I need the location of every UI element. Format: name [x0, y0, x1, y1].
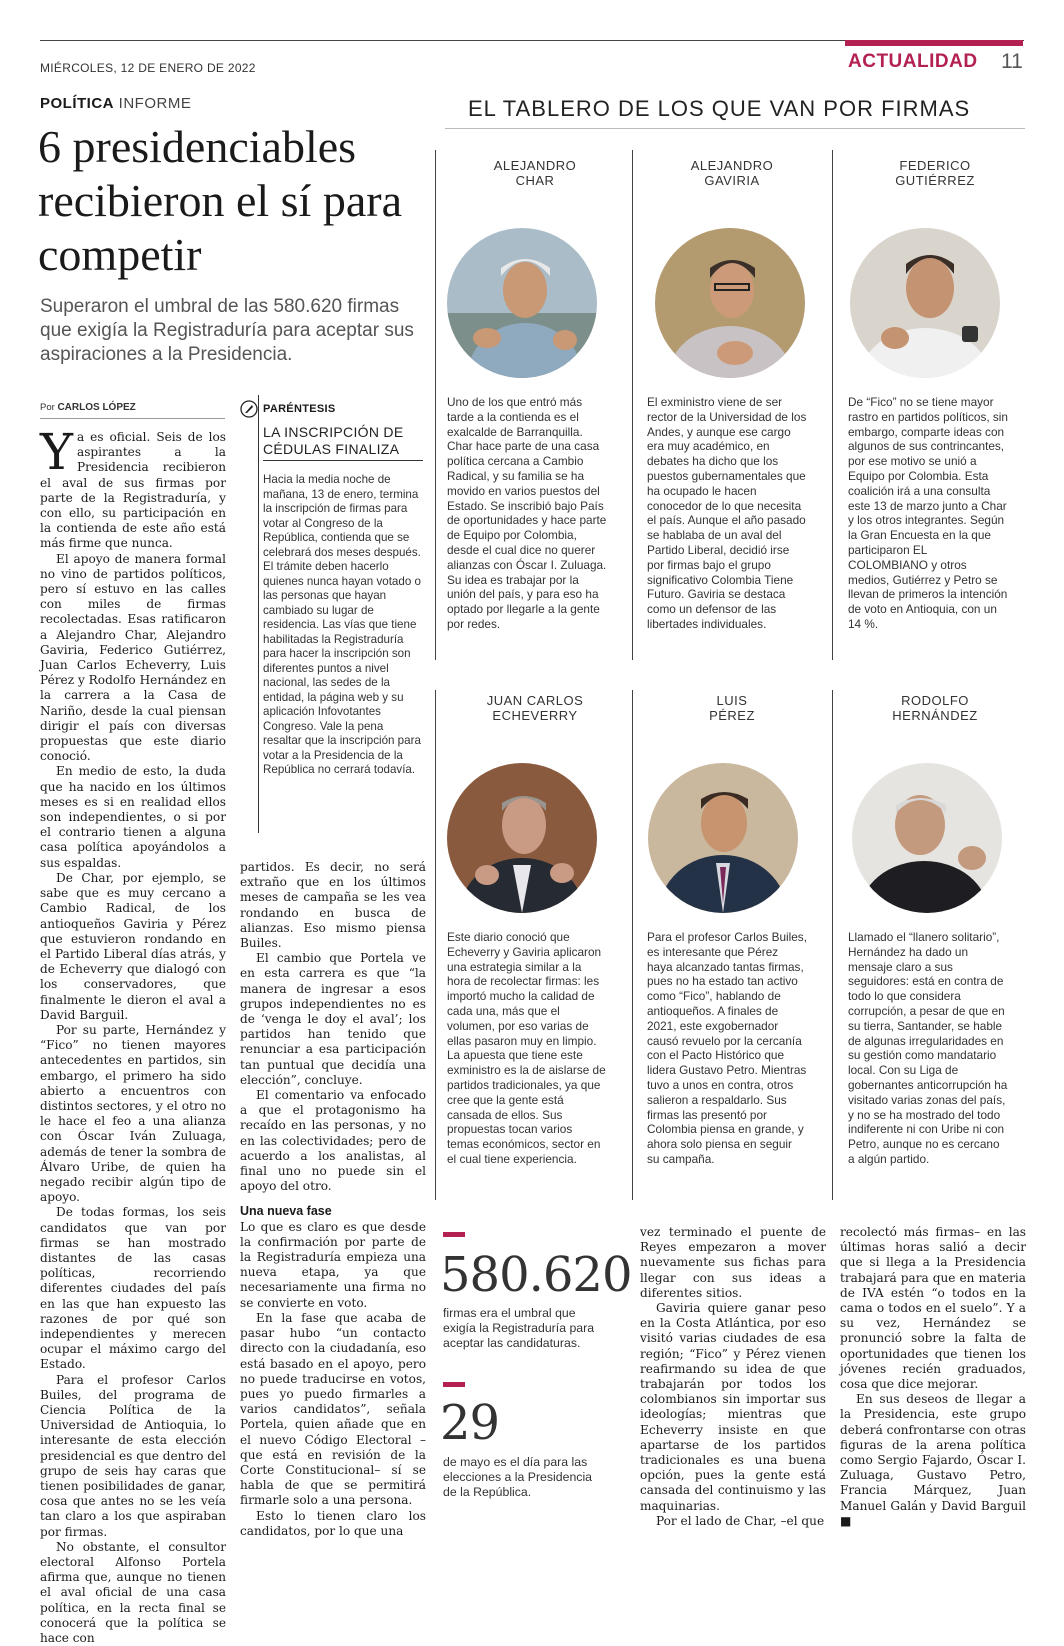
body-paragraph: Gaviria quiere ganar peso en la Costa Atlántica, por eso visitó varias ciudades de esa región; “Fico” y Pérez vienen reafirmando su idea de que trabajarán por todos los colombianos sin importar sus ideologías; mientras que Echeverry insiste en que apartarse de los partidos tradicionales es una buena opción, pues la gente está cansada del continuismo y las maquinarias. [640, 1301, 826, 1513]
body-paragraph: Lo que es claro es que desde la confirmación por parte de la Registraduría empieza una nueva etapa, ya que necesariamente una firma no se convierte en voto. [240, 1219, 426, 1310]
parentesis-title: LA INSCRIPCIÓN DE CÉDULAS FINALIZA [263, 424, 404, 457]
body-paragraph: El comentario va enfocado a que el protagonismo ha recaído en las personas, y no en las colectividades; pero de acuerdo a los analistas, al final uno no puede sin el apoyo del otro. [240, 1088, 426, 1194]
drop-cap: Y [40, 423, 74, 481]
candidate-name-gutierrez: FEDERICO GUTIÉRREZ [895, 158, 975, 188]
stat-number-firmas: 580.620 [440, 1247, 632, 1303]
candidate-photo-hernandez [852, 763, 1002, 913]
byline-prefix: Por [40, 402, 55, 413]
candidate-photo-echeverry [447, 763, 597, 913]
candidate-name-perez: LUIS PÉREZ [709, 693, 755, 723]
section-accent-bar [845, 40, 1023, 46]
candidate-photo-char [447, 228, 597, 378]
page-number: 11 [1001, 50, 1023, 73]
candidate-name-char: ALEJANDRO CHAR [493, 158, 577, 188]
article-column-5 [840, 1225, 1026, 1529]
board-title: EL TABLERO DE LOS QUE VAN POR FIRMAS [468, 96, 971, 121]
column-separator [435, 690, 436, 1200]
candidate-text-hernandez: Llamado el “llanero solitario”, Hernández ha dado un mensaje claro a sus seguidores: está en contra de todo lo que considera corrupción, a pesar de que en su tierra, Santander, se hable de algunas irregularidades en su gestión como mandatario local. Con su Liga de gobernantes anticorrupción ha visitado varias zonas del país, y no se ha mostrado del todo indiferente ni con Uribe ni con Petro, aunque no es cercano a algún partido. [848, 930, 1008, 1166]
body-paragraph: recolectó más firmas– en las últimas horas salió a decir que si llega a la Presidencia trabajará para que en materia de IVA estén “o todos en la cama o todos en el suelo”. Y a su vez, Hernández se pronunció sobre la falta de oportunidades que tienen los jóvenes recién graduados, cosa que dice mejorar. [840, 1225, 1026, 1392]
column-separator [632, 150, 633, 660]
parentesis-body: Hacia la media noche de mañana, 13 de enero, termina la inscripción de firmas para votar al Congreso de la República, contienda que se celebrará dos meses después. El trámite deben hacerlo quienes nunca hayan votado o las personas que hayan cambiado su lugar de residencia. Las vías que tiene habilitadas la Registraduría para hacer la inscripción son diferentes puntos a nivel nacional, las sedes de la entidad, la página web y su aplicación Infovotantes Congreso. Vale la pena resaltar que la inscripción para votar a la Presidencia de la República no cerrará todavía. [263, 473, 421, 776]
candidate-text-echeverry: Este diario conoció que Echeverry y Gaviria aplicaron una estrategia similar a la hora de recolectar firmas: les importó mucho la calidad de cada una, más que el volumen, por eso varias de ellas pasaron muy en limpio. La apuesta que tiene este exministro es la de aislarse de partidos tradicionales, ya que cree que la gente está cansada de ellos. Sus propuestas tocan varios temas económicos, sector en el cual tiene experiencia. [447, 930, 606, 1166]
column-separator [832, 690, 833, 1200]
candidate-text-gutierrez: De “Fico” no se tiene mayor rastro en partidos políticos, sin embargo, comparte ideas con algunos de sus contrincantes, por ese motivo se unió a Equipo por Colombia. Esta coalición irá a una consulta este 13 de marzo junto a Char y los otros integrantes. Según la Gran Encuesta en la que participaron EL COLOMBIANO y otros medios, Gutiérrez y Petro se llevan de primeros la intención de voto en Antioquia, con un 14 %. [848, 395, 1008, 631]
candidate-photo-gaviria [655, 228, 805, 378]
issue-date: MIÉRCOLES, 12 DE ENERO DE 2022 [40, 61, 256, 75]
stat-accent-bar [443, 1382, 465, 1387]
candidate-text-gaviria: El exministro viene de ser rector de la Universidad de los Andes, y aunque ese cargo era muy académico, en debates ha dicho que los puestos gubernamentales que ha ocupado le hacen conocedor de lo que necesita el país. Aunque el año pasado se hablaba de un aval del Partido Liberal, decidió irse por firmas bajo el grupo significativo Colombia Tiene Futuro. Gaviria se destaca como un defensor de las libertades individuales. [647, 395, 807, 631]
body-paragraph: En la fase que acaba de pasar hubo “un contacto directo con la ciudadanía, eso está basado en el apoyo, pero no puede traducirse en votos, pues yo puedo firmarles a varios candidatos”, señala Portela, quien añade que en el nuevo Código Electoral –que está en revisión de la Corte Constitucional– sí se habla de que se permitirá firmarle solo a una persona. [240, 1310, 426, 1508]
body-paragraph: Por el lado de Char, –el que [656, 1513, 825, 1528]
stat-accent-bar [443, 1232, 465, 1237]
body-paragraph: vez terminado el puente de Reyes empezaron a mover nuevamente sus fichas para llegar con sus ideas a diferentes sitios. [640, 1225, 826, 1300]
body-paragraph: De todas formas, los seis candidatos que van por firmas se han mostrado distantes de las casas políticas, recorriendo diferentes ciudades del país en las que han expuesto las razones de por qué son independientes y merecen ocupar el máximo cargo del Estado. [40, 1205, 226, 1372]
body-paragraph: El cambio que Portela ve en esta carrera es que “la manera de ingresar a esos grupos independientes no es de ‘venga le doy el aval’; los partidos han tenido que renunciar a esa participación tan puntual que decidía una elección”, concluye. [240, 951, 426, 1087]
subhead: Una nueva fase [240, 1204, 332, 1219]
board-rule [445, 128, 1025, 129]
headline: 6 presidenciables recibieron el sí para competir [38, 121, 402, 280]
candidate-text-char: Uno de los que entró más tarde a la contienda es el exalcalde de Barranquilla. Char hace parte de una casa política cercana a Cambio Radical, y su familia se ha movido en varios puestos del Estado. Se inscribió bajo País de oportunidades y hace parte de Equipo por Colombia, desde el cual dice no querer alianzas con Óscar I. Zuluaga. Su idea es trabajar por la unión del país, y para eso ha optado por llegarle a la gente por redes. [447, 395, 607, 631]
column-separator [632, 690, 633, 1200]
deck: Superaron el umbral de las 580.620 firmas que exigía la Registraduría para aceptar sus aspiraciones a la Presidencia. [40, 296, 414, 365]
candidate-photo-perez [648, 763, 798, 913]
column-separator [832, 150, 833, 660]
quill-icon [240, 400, 258, 418]
column-separator [435, 150, 436, 660]
kicker [40, 95, 191, 112]
body-paragraph: En sus deseos de llegar a la Presidencia, este grupo deberá confrontarse con otras figuras de la arena política como Sergio Fajardo, Óscar I. Zuluaga, Gustavo Petro, Francia Márquez, Juan Manuel Galán y David Barguil ■ [840, 1392, 1026, 1528]
candidate-photo-gutierrez [850, 228, 1000, 378]
kicker-type: INFORME [118, 95, 192, 112]
stat-text-mayo: de mayo es el día para las elecciones a la Presidencia de la República. [443, 1455, 593, 1499]
candidate-name-echeverry: JUAN CARLOS ECHEVERRY [486, 693, 584, 723]
body-paragraph: No obstante, el consultor electoral Alfonso Portela afirma que, aunque no tienen el aval oficial de una casa política, en la recta final se conocerá que la política se hace con [40, 1539, 226, 1646]
article-column-1 [40, 423, 226, 1646]
candidate-name-gaviria: ALEJANDRO GAVIRIA [690, 158, 774, 188]
byline-rule [40, 418, 225, 419]
candidate-text-perez: Para el profesor Carlos Builes, es interesante que Pérez haya alcanzado tantas firmas, pues no ha estado tan activo como “Fico”, hablando de antioqueños. A finales de 2021, este exgobernador causó revuelo por la cercanía con el Pacto Histórico que lidera Gustavo Petro. Mientras tuvo a unos en contra, otros salieron a respaldarlo. Sus firmas las presentó por Colombia piensa en grande, y ahora solo piensa en seguir su campaña. [647, 930, 807, 1166]
section-name: ACTUALIDAD [848, 51, 978, 72]
body-paragraph: En medio de esto, la duda que ha nacido en los últimos meses es si en realidad ellos son independientes, o si por el contrario tienen a alguna casa política apoyándolos a sus espaldas. [40, 764, 226, 870]
kicker-section: POLÍTICA [40, 95, 114, 112]
body-paragraph: Para el profesor Carlos Builes, del programa de Ciencia Política de la Universidad de Antioquia, lo interesante de esta elección presidencial es que dentro del grupo de seis hay caras que tienen posibilidades de ganar, cosa que antes no se les veía tan claro a los que aspiraban por firmas. [40, 1372, 226, 1539]
body-paragraph: De Char, por ejemplo, se sabe que es muy cercano a Cambio Radical, de los antioqueños Gaviria y Pérez que estuvieron rondando en el Partido Liberal días atrás, y de Echeverry que dialogó con los conservadores, que finalmente le dieron el aval a David Barguil. [40, 870, 226, 1022]
article-column-4 [640, 1225, 826, 1529]
parentesis-border [258, 395, 259, 833]
parentesis-rule [263, 460, 423, 461]
body-paragraph: Por su parte, Hernández y “Fico” no tienen mayores antecedentes en partidos, sin embargo, el primero ha sido abierto a encuentros con distintos sectores, y el otro no le hace el feo a una alianza con Óscar Iván Zuluaga, además de tener la sombra de Álvaro Uribe, de quien ha negado recibir algún tipo de apoyo. [40, 1022, 226, 1205]
stat-number-mayo: 29 [440, 1395, 500, 1451]
body-paragraph: El apoyo de manera formal no vino de partidos políticos, pero sí estuvo en las calles con miles de firmas recolectadas. Esas ratificaron a Alejandro Char, Alejandro Gaviria, Federico Gutiérrez, Juan Carlos Echeverry, Luis Pérez y Rodolfo Hernández en la carrera a la Casa de Nariño, desde la cual piensan dirigir el país con diversas propuestas que este diario conoció. [40, 551, 226, 764]
candidate-name-hernandez: RODOLFO HERNÁNDEZ [892, 693, 978, 723]
byline-author: CARLOS LÓPEZ [57, 402, 136, 413]
article-column-2 [240, 860, 426, 1539]
body-paragraph: partidos. Es decir, no será extraño que en los últimos meses de campaña se les vea rondando en busca de alianzas. Eso mismo piensa Builes. [240, 860, 426, 951]
lead-paragraph: Ya es oficial. Seis de los aspirantes a la Presidencia recibieron el aval de sus firmas por parte de la Registraduría, y con ello, su participación en la contienda de este año está más firme que nunca. [40, 423, 226, 551]
byline [40, 402, 136, 413]
body-paragraph: Esto lo tienen claro los candidatos, por lo que una [240, 1508, 426, 1538]
stat-text-firmas: firmas era el umbral que exigía la Registraduría para aceptar las candidaturas. [443, 1306, 595, 1350]
parentesis-label: PARÉNTESIS [263, 403, 336, 415]
